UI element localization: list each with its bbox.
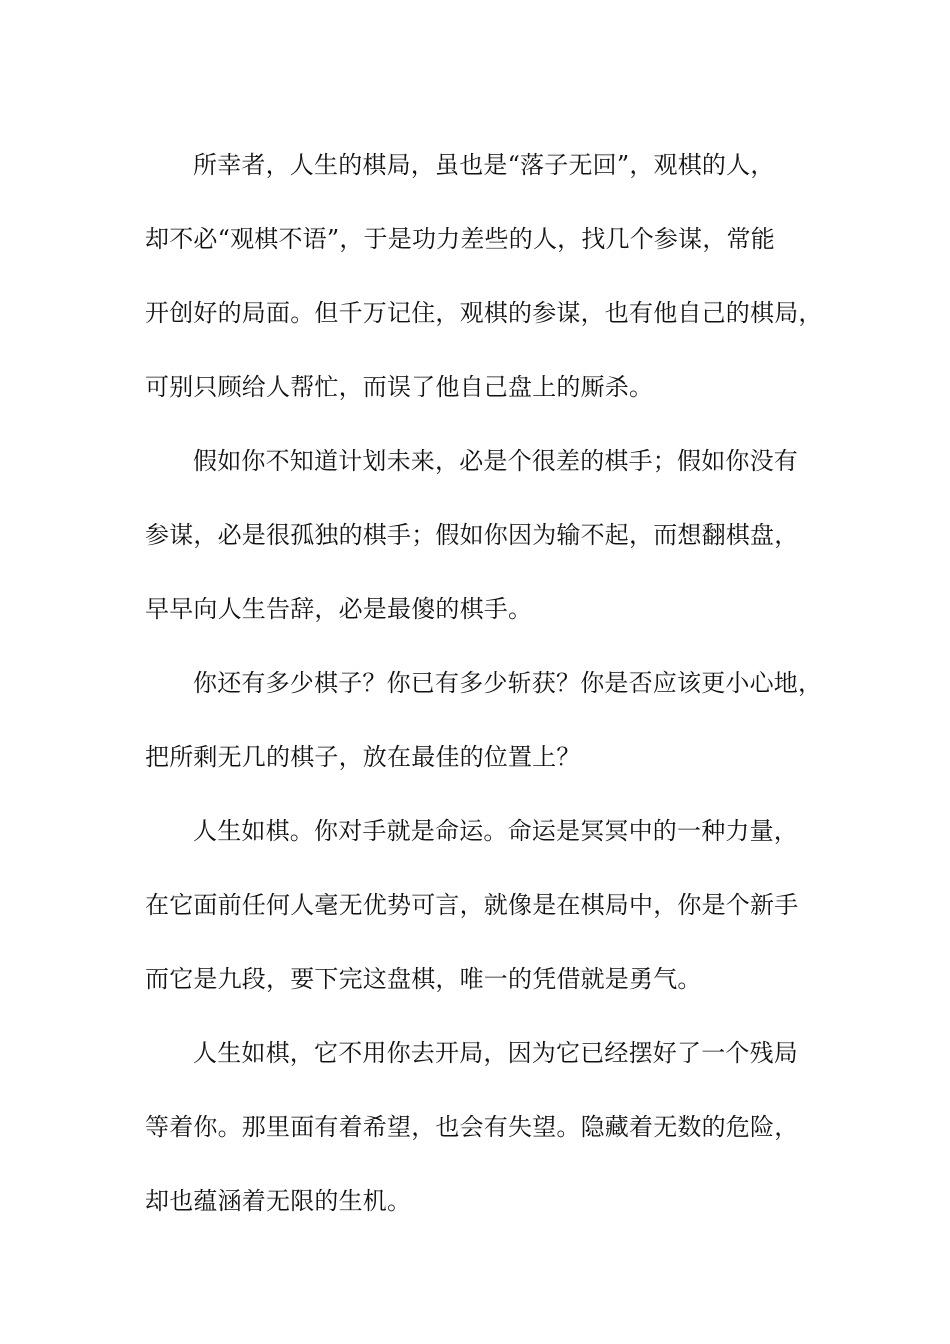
paragraph xyxy=(145,424,830,646)
paragraph xyxy=(145,646,830,794)
paragraph-line: 你还有多少棋子？你已有多少斩获？你是否应该更小心地， xyxy=(193,669,823,697)
paragraph-line: 等着你。那里面有着希望，也会有失望。隐藏着无数的危险， xyxy=(145,1113,799,1141)
paragraph-line: 而它是九段，要下完这盘棋，唯一的凭借就是勇气。 xyxy=(145,965,702,993)
paragraph xyxy=(145,1016,830,1238)
paragraph-line: 假如你不知道计划未来，必是个很差的棋手；假如你没有 xyxy=(193,447,798,475)
paragraph-line: 所幸者，人生的棋局，虽也是“落子无回”，观棋的人， xyxy=(193,151,775,179)
paragraph-line: 却不必“观棋不语”，于是功力差些的人，找几个参谋，常能 xyxy=(145,225,775,253)
paragraph-line: 开创好的局面。但千万记住，观棋的参谋，也有他自己的棋局， xyxy=(145,299,823,327)
paragraph-line: 早早向人生告辞，必是最傻的棋手。 xyxy=(145,595,533,623)
paragraph-line: 可别只顾给人帮忙，而误了他自己盘上的厮杀。 xyxy=(145,373,654,401)
paragraph-line: 人生如棋，它不用你去开局，因为它已经摆好了一个残局 xyxy=(193,1039,798,1067)
paragraph-line: 参谋，必是很孤独的棋手；假如你因为输不起，而想翻棋盘， xyxy=(145,521,799,549)
paragraph-line: 在它面前任何人毫无优势可言，就像是在棋局中，你是个新手 xyxy=(145,891,799,919)
paragraph-line: 人生如棋。你对手就是命运。命运是冥冥中的一种力量， xyxy=(193,817,798,845)
paragraph-line: 却也蕴涵着无限的生机。 xyxy=(145,1187,412,1215)
paragraph-line: 把所剩无几的棋子，放在最佳的位置上？ xyxy=(145,743,581,771)
paragraph xyxy=(145,128,830,424)
document-body xyxy=(145,128,830,1238)
paragraph xyxy=(145,794,830,1016)
